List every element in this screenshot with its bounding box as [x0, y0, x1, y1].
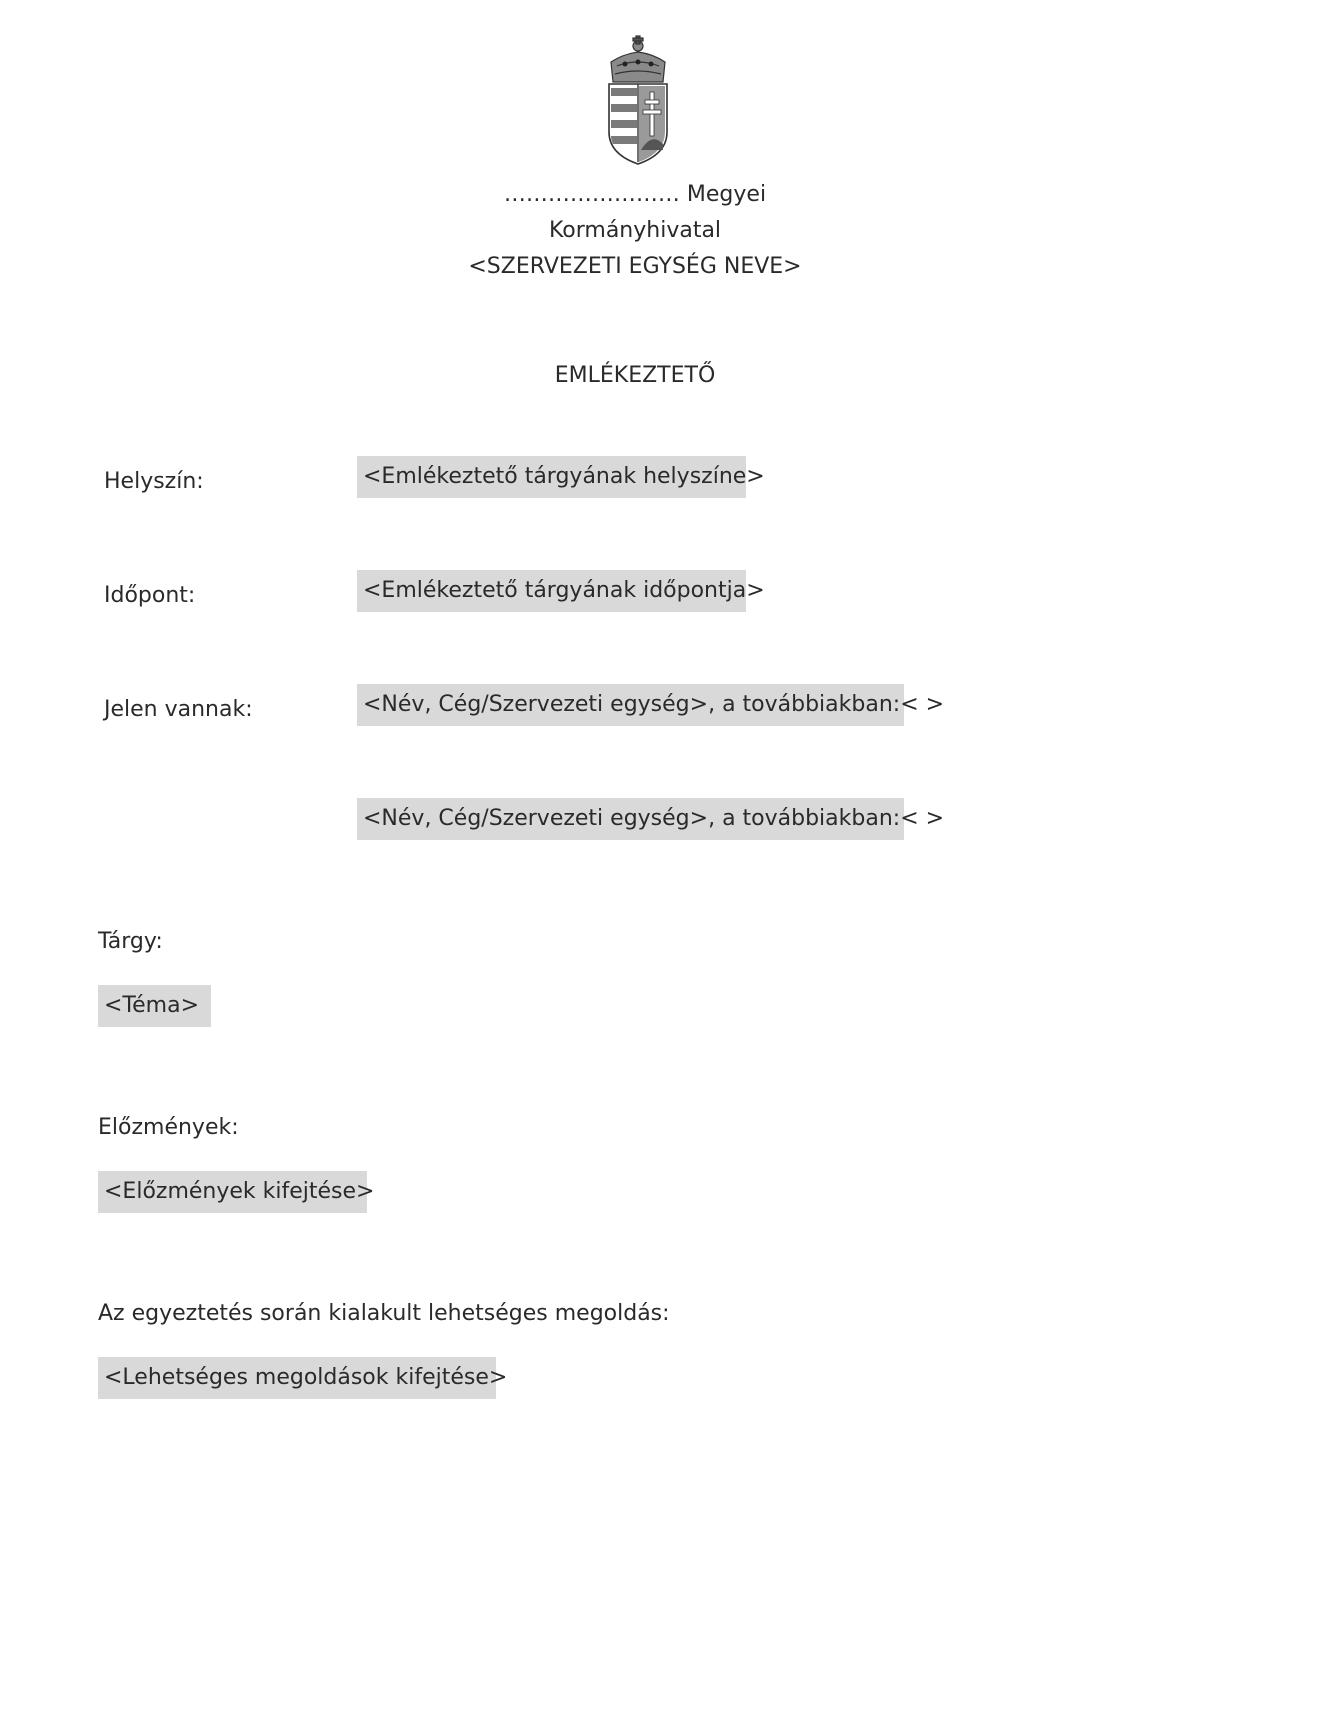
attendee-field-1[interactable]: <Név, Cég/Szervezeti egység>, a továbbiakban:< > [357, 684, 904, 726]
subject-field[interactable]: <Téma> [98, 985, 211, 1027]
time-field[interactable]: <Emlékeztető tárgyának időpontja> [357, 570, 746, 612]
attendees-label: Jelen vannak: [104, 697, 253, 722]
office-line: Kormányhivatal [548, 218, 722, 243]
time-label: Időpont: [104, 583, 196, 608]
unit-line: <SZERVEZETI EGYSÉG NEVE> [468, 254, 802, 279]
background-field[interactable]: <Előzmények kifejtése> [98, 1171, 367, 1213]
location-label: Helyszín: [104, 469, 204, 494]
background-label: Előzmények: [98, 1115, 239, 1140]
document-title: EMLÉKEZTETŐ [554, 363, 716, 388]
coat-of-arms-icon [603, 32, 673, 166]
solution-field[interactable]: <Lehetséges megoldások kifejtése> [98, 1357, 496, 1399]
location-field[interactable]: <Emlékeztető tárgyának helyszíne> [357, 456, 746, 498]
attendee-field-2[interactable]: <Név, Cég/Szervezeti egység>, a továbbiakban:< > [357, 798, 904, 840]
county-line: …………………… Megyei [503, 182, 767, 207]
subject-label: Tárgy: [98, 929, 163, 954]
solution-label: Az egyeztetés során kialakult lehetséges megoldás: [98, 1301, 670, 1326]
